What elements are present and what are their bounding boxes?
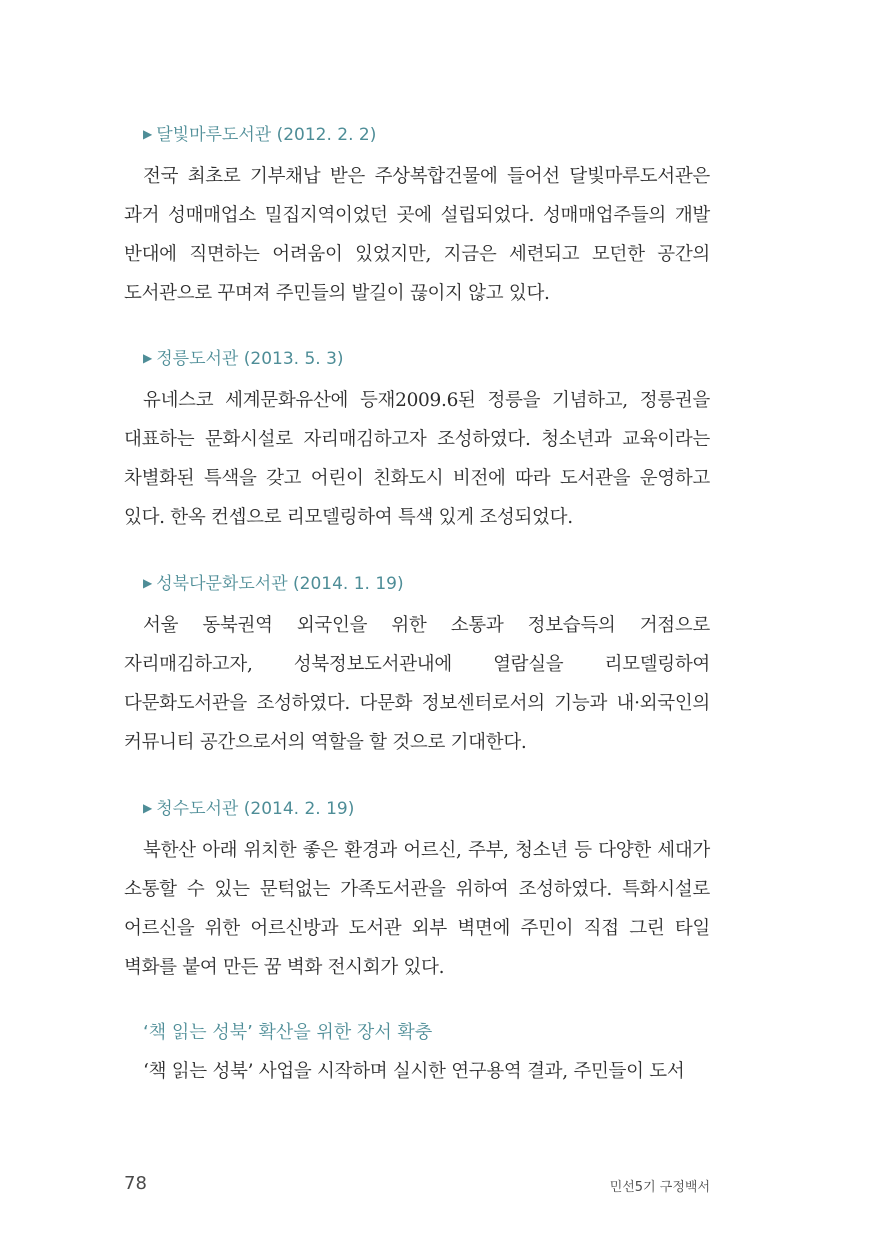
section-heading-text: 청수도서관 (2014. 2. 19) bbox=[156, 799, 355, 819]
triangle-right-icon: ▶ bbox=[143, 351, 153, 365]
section-dalbitmaru-library bbox=[124, 122, 710, 313]
section-heading-text: 성북다문화도서관 (2014. 1. 19) bbox=[156, 574, 404, 594]
section-cheongsu-library bbox=[124, 796, 710, 987]
subsection-heading: ‘책 읽는 성북’ 확산을 위한 장서 확충 bbox=[143, 1022, 433, 1043]
section-heading-text: 정릉도서관 (2013. 5. 3) bbox=[156, 349, 344, 369]
section-heading bbox=[143, 122, 710, 147]
body-paragraph: ‘책 읽는 성북’ 사업을 시작하며 실시한 연구용역 결과, 주민들이 도서 bbox=[143, 1061, 685, 1082]
page-number: 78 bbox=[124, 1173, 147, 1194]
section-heading-text: 달빛마루도서관 (2012. 2. 2) bbox=[156, 125, 377, 145]
section-jeongneung-library bbox=[124, 346, 710, 537]
section-body: 전국 최초로 기부채납 받은 주상복합건물에 들어선 달빛마루도서관은 과거 성매매업소 밀집지역이었던 곳에 설립되었다. 성매매업주들의 개발 반대에 직면하는 어려움이 있었지만, 지금은 세련되고 모던한 공간의 도서관으로 꾸며져 주민들의 발길이 끊이지 않고 있다. bbox=[124, 166, 710, 304]
section-body: 서울 동북권역 외국인을 위한 소통과 정보습득의 거점으로 자리매김하고자, 성북정보도서관내에 열람실을 리모델링하여 다문화도서관을 조성하였다. 다문화 정보센터로서의 기능과 내·외국인의 커뮤니티 공간으로서의 역할을 할 것으로 기대한다. bbox=[124, 615, 710, 753]
section-body: 유네스코 세계문화유산에 등재2009.6된 정릉을 기념하고, 정릉권을 대표하는 문화시설로 자리매김하고자 조성하였다. 청소년과 교육이라는 차별화된 특색을 갖고 어린이 친화도시 비전에 따라 도서관을 운영하고 있다. 한옥 컨셉으로 리모델링하여 특색 있게 조성되었다. bbox=[124, 390, 710, 528]
triangle-right-icon: ▶ bbox=[143, 127, 153, 141]
section-body: 북한산 아래 위치한 좋은 환경과 어르신, 주부, 청소년 등 다양한 세대가 소통할 수 있는 문턱없는 가족도서관을 위하여 조성하였다. 특화시설로 어르신을 위한 어르신방과 도서관 외부 벽면에 주민이 직접 그린 타일 벽화를 붙여 만든 꿈 벽화 전시회가 있다. bbox=[124, 840, 710, 978]
section-multicultural-library bbox=[124, 571, 710, 762]
triangle-right-icon: ▶ bbox=[143, 801, 153, 815]
triangle-right-icon: ▶ bbox=[143, 576, 153, 590]
section-heading bbox=[143, 571, 710, 596]
section-heading bbox=[143, 796, 710, 821]
section-heading bbox=[143, 346, 710, 371]
running-footer-title: 민선5기 구정백서 bbox=[609, 1180, 710, 1195]
